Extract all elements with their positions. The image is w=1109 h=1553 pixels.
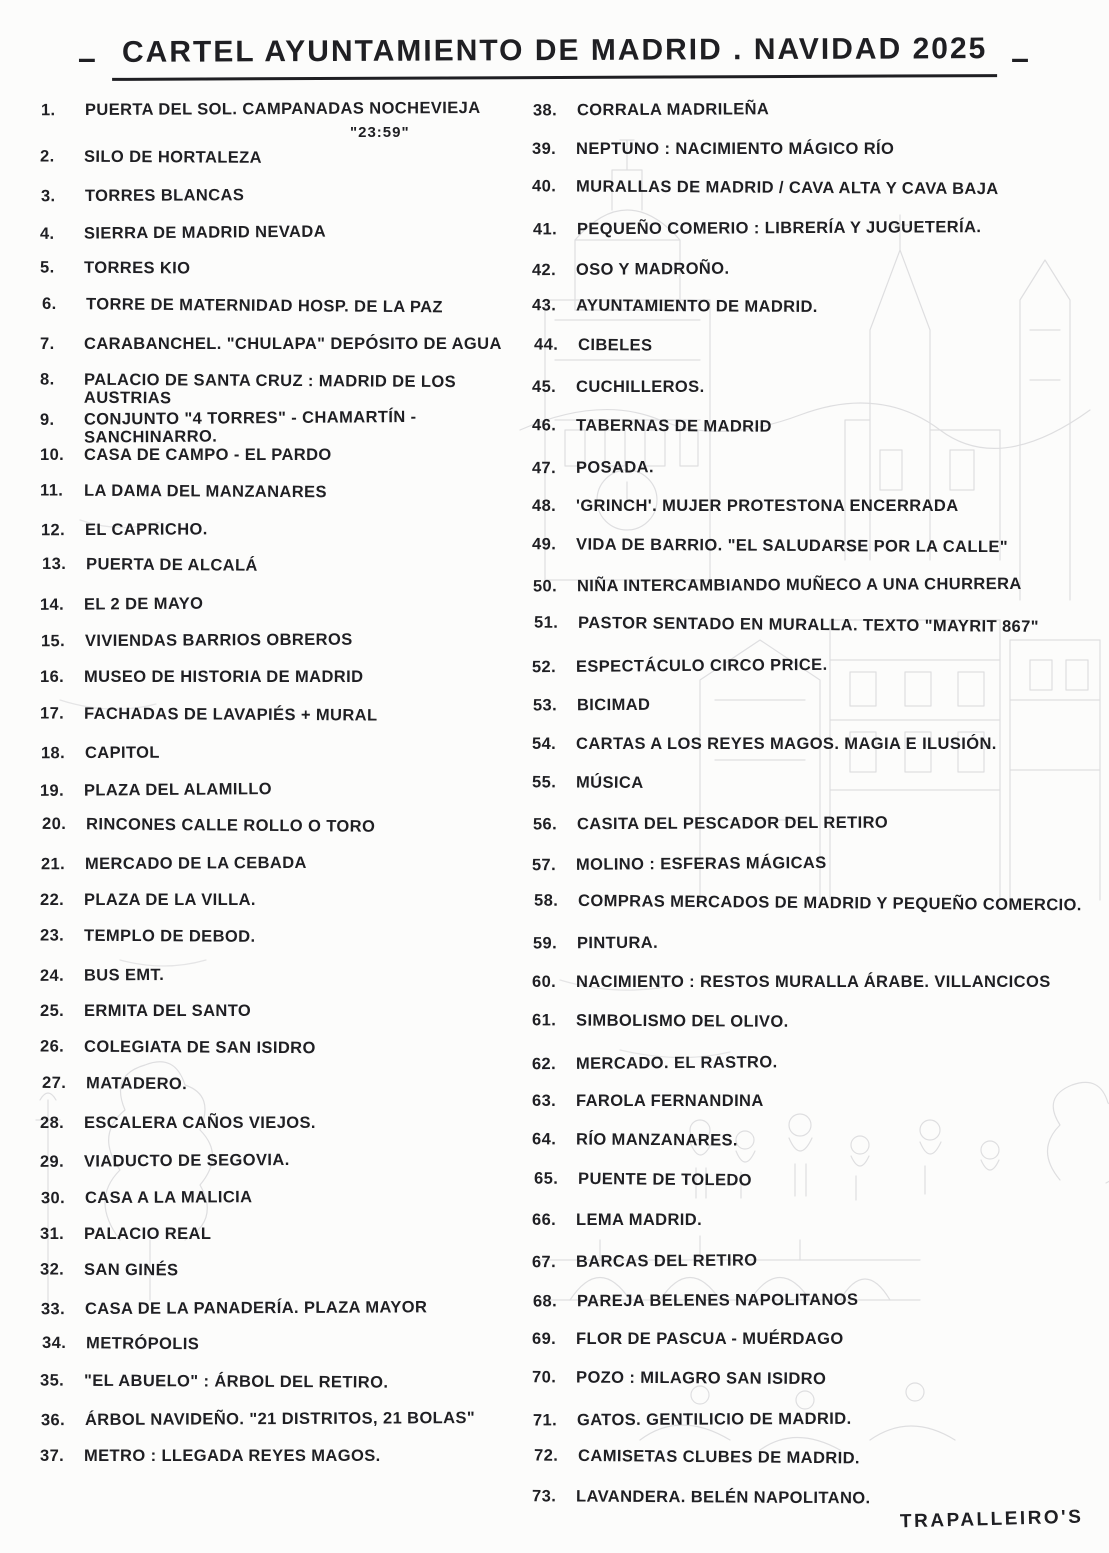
item-number: 54. <box>532 735 557 753</box>
item-number: 15. <box>40 632 66 651</box>
list-item <box>533 694 1098 737</box>
item-number: 67. <box>531 1252 557 1272</box>
list-item <box>532 773 1097 816</box>
list-item <box>40 407 532 448</box>
item-number: 47. <box>531 459 557 478</box>
item-text: PALACIO DE SANTA CRUZ : MADRID DE LOS AUSTRIAS <box>83 370 457 408</box>
item-text: VIADUCTO DE SEGOVIA. <box>83 1150 290 1171</box>
item-number: 29. <box>39 1152 65 1171</box>
item-number: 22. <box>40 890 65 909</box>
item-text: SIERRA DE MADRID NEVADA <box>83 222 327 243</box>
item-text: OSO Y MADROÑO. <box>575 259 730 279</box>
item-text: MÚSICA <box>576 773 644 792</box>
title-text: CARTEL AYUNTAMIENTO DE MADRID . NAVIDAD 2025 <box>112 32 998 81</box>
item-text: CARABANCHEL. "CHULAPA" DEPÓSITO DE AGUA <box>84 334 502 353</box>
item-text: ÁRBOL NAVIDEÑO. "21 DISTRITOS, 21 BOLAS" <box>84 1409 476 1430</box>
item-text: PASTOR SENTADO EN MURALLA. TEXTO "MAYRIT 867" <box>578 613 1040 636</box>
item-text: PEQUEÑO COMERIO : LIBRERÍA Y JUGUETERÍA. <box>576 218 982 239</box>
item-number: 10. <box>40 445 65 464</box>
item-number: 31. <box>40 1224 65 1243</box>
item-number: 66. <box>532 1211 557 1230</box>
item-number: 23. <box>40 926 65 945</box>
list-item <box>40 446 532 483</box>
item-text: MOLINO : ESFERAS MÁGICAS <box>575 853 827 874</box>
item-number: 57. <box>531 856 557 875</box>
item-text: BUS EMT. <box>83 966 165 985</box>
item-number: 24. <box>39 966 65 986</box>
list-item <box>534 891 1099 936</box>
list-item <box>40 335 532 372</box>
list-item <box>532 1368 1097 1411</box>
item-text: ERMITA DEL SANTO <box>84 1002 252 1021</box>
list-item <box>41 630 533 670</box>
item-number: 64. <box>532 1130 557 1149</box>
item-text: COLEGIATA DE SAN ISIDRO <box>84 1038 316 1058</box>
item-number: 70. <box>532 1368 557 1387</box>
item-text: RINCONES CALLE ROLLO O TORO <box>86 815 376 836</box>
list-item <box>40 370 532 410</box>
item-text: TORRE DE MATERNIDAD HOSP. DE LA PAZ <box>86 295 444 317</box>
item-text: PLAZA DEL ALAMILLO <box>83 779 273 800</box>
list-item <box>534 1447 1099 1492</box>
list-item <box>532 1092 1097 1132</box>
item-number: 8. <box>40 370 55 389</box>
item-number: 63. <box>532 1092 557 1111</box>
list-item <box>532 973 1097 1013</box>
page-title <box>0 34 1109 79</box>
item-text: SILO DE HORTALEZA <box>84 147 263 167</box>
title-left-dash: – <box>78 40 98 76</box>
item-text: FACHADAS DE LAVAPIÉS + MURAL <box>84 704 378 725</box>
list-item <box>533 218 1098 261</box>
item-number: 51. <box>534 613 559 632</box>
item-text: BARCAS DEL RETIRO <box>575 1251 758 1271</box>
list-item <box>40 704 532 744</box>
item-text: METRO : LLEGADA REYES MAGOS. <box>84 1447 381 1466</box>
list-item <box>532 1130 1097 1173</box>
item-text: PLAZA DE LA VILLA. <box>84 890 256 909</box>
list-item <box>40 1002 532 1039</box>
list-item <box>532 378 1097 418</box>
item-number: 14. <box>39 595 65 615</box>
item-text: LEMA MADRID. <box>576 1211 703 1230</box>
list-item <box>534 336 1099 381</box>
item-text: CASITA DEL PESCADOR DEL RETIRO <box>576 813 889 834</box>
item-text: BICIMAD <box>576 696 651 715</box>
item-text: TORRES BLANCAS <box>84 186 245 206</box>
item-text: CARTAS A LOS REYES MAGOS. MAGIA E ILUSIÓN. <box>576 735 997 753</box>
item-number: 53. <box>532 696 558 715</box>
list-item <box>40 778 532 819</box>
list-item <box>42 555 534 596</box>
item-number: 73. <box>532 1487 557 1506</box>
item-text: RÍO MANZANARES. <box>576 1130 738 1150</box>
item-text: VIDA DE BARRIO. "EL SALUDARSE POR LA CALLE" <box>576 535 1009 556</box>
list-item <box>41 519 533 559</box>
list-item <box>40 1225 532 1262</box>
list-item <box>40 1038 532 1078</box>
list-item <box>40 927 532 967</box>
item-note: "23:59" <box>350 124 410 142</box>
item-text: VIVIENDAS BARRIOS OBREROS <box>84 630 353 651</box>
item-number: 28. <box>40 1113 65 1132</box>
item-list-right <box>532 100 1097 1553</box>
item-list-left <box>40 100 532 1553</box>
item-number: 32. <box>40 1260 65 1279</box>
item-number: 44. <box>534 335 559 354</box>
item-text: TABERNAS DE MADRID <box>576 416 772 436</box>
item-text: EL 2 DE MAYO <box>83 594 204 614</box>
item-text: CAMISETAS CLUBES DE MADRID. <box>578 1447 861 1468</box>
item-text: PUENTE DE TOLEDO <box>578 1169 753 1190</box>
item-number: 49. <box>532 534 557 553</box>
item-number: 72. <box>534 1446 559 1466</box>
list-item <box>40 481 532 521</box>
item-text: CASA DE LA PANADERÍA. PLAZA MAYOR <box>84 1298 428 1319</box>
item-number: 16. <box>40 668 65 687</box>
item-text: CASA DE CAMPO - EL PARDO <box>84 445 332 464</box>
item-text: AYUNTAMIENTO DE MADRID. <box>576 296 818 317</box>
list-item <box>41 853 533 893</box>
list-item <box>533 575 1098 618</box>
item-number: 60. <box>532 973 557 992</box>
list-item <box>40 1260 532 1300</box>
list-item <box>532 297 1097 340</box>
item-number: 2. <box>40 147 55 166</box>
list-item <box>40 148 532 188</box>
item-number: 38. <box>532 101 558 120</box>
list-item <box>40 259 532 299</box>
list-item <box>532 1330 1097 1370</box>
item-number: 35. <box>40 1371 65 1390</box>
item-text: MERCADO. EL RASTRO. <box>575 1052 778 1073</box>
item-text: FLOR DE PASCUA - MUÉRDAGO <box>576 1330 844 1349</box>
list-item <box>532 178 1097 221</box>
list-item <box>41 185 533 225</box>
item-number: 5. <box>40 258 55 277</box>
item-number: 20. <box>42 814 67 833</box>
item-number: 41. <box>532 220 558 239</box>
item-number: 58. <box>534 891 559 910</box>
item-number: 61. <box>532 1011 557 1030</box>
item-text: MURALLAS DE MADRID / CAVA ALTA Y CAVA BAJA <box>576 177 999 199</box>
list-item <box>40 592 532 633</box>
item-number: 56. <box>532 815 558 834</box>
item-number: 37. <box>40 1447 65 1466</box>
list-item <box>532 852 1097 896</box>
item-number: 7. <box>40 334 55 353</box>
list-item <box>533 99 1098 142</box>
item-text: TEMPLO DE DEBOD. <box>84 926 256 946</box>
list-item <box>42 295 534 336</box>
item-number: 42. <box>531 260 557 279</box>
title-right-dash: – <box>1011 40 1031 76</box>
list-item <box>534 613 1099 658</box>
item-text: 'GRINCH'. MUJER PROTESTONA ENCERRADA <box>576 496 959 515</box>
item-number: 17. <box>40 703 65 723</box>
item-number: 27. <box>42 1074 67 1093</box>
item-text: CONJUNTO "4 TORRES" - CHAMARTÍN - SANCHINARRO. <box>83 407 417 447</box>
list-item <box>532 535 1097 578</box>
item-number: 36. <box>40 1411 66 1430</box>
list-item <box>42 1074 534 1115</box>
list-item <box>532 416 1097 459</box>
item-number: 50. <box>532 577 558 596</box>
item-text: POZO : MILAGRO SAN ISIDRO <box>576 1368 827 1389</box>
list-item <box>41 741 533 781</box>
list-item <box>41 1409 533 1449</box>
item-text: POSADA. <box>575 458 654 478</box>
item-number: 33. <box>40 1300 66 1319</box>
item-number: 12. <box>40 521 66 540</box>
item-text: FAROLA FERNANDINA <box>576 1092 764 1111</box>
item-number: 46. <box>532 415 557 434</box>
list-item <box>532 140 1097 180</box>
item-text: CAPITOL <box>84 743 160 762</box>
list-item <box>532 1249 1097 1293</box>
item-number: 39. <box>532 139 557 158</box>
item-number: 40. <box>532 177 557 196</box>
list-item <box>533 813 1098 856</box>
item-text: SAN GINÉS <box>84 1260 179 1280</box>
item-number: 59. <box>532 934 558 953</box>
item-text: PINTURA. <box>576 934 659 953</box>
list-item <box>532 497 1097 537</box>
item-number: 18. <box>40 743 66 762</box>
list-item <box>40 1447 532 1484</box>
item-number: 3. <box>40 187 56 206</box>
list-item <box>42 815 534 856</box>
list-item <box>533 1408 1098 1451</box>
item-text: PALACIO REAL <box>84 1224 212 1243</box>
item-text: COMPRAS MERCADOS DE MADRID Y PEQUEÑO COMERCIO. <box>578 891 1082 915</box>
item-text: LAVANDERA. BELÉN NAPOLITANO. <box>576 1487 871 1508</box>
item-text: PUERTA DE ALCALÁ <box>86 555 258 575</box>
item-text: CORRALA MADRILEÑA <box>576 100 770 120</box>
item-number: 48. <box>532 496 557 515</box>
list-item <box>532 1050 1097 1094</box>
item-text: NACIMIENTO : RESTOS MURALLA ÁRABE. VILLANCICOS <box>576 973 1051 992</box>
list-item <box>40 963 532 1004</box>
item-text: ESPECTÁCULO CIRCO PRICE. <box>575 655 828 676</box>
item-text: CIBELES <box>578 336 653 355</box>
list-item <box>41 99 533 139</box>
item-number: 21. <box>40 855 66 874</box>
list-item <box>532 455 1097 499</box>
item-number: 19. <box>39 781 65 800</box>
list-item <box>41 1186 533 1226</box>
item-text: MERCADO DE LA CEBADA <box>84 853 307 873</box>
list-item <box>41 1298 533 1338</box>
item-text: "EL ABUELO" : ÁRBOL DEL RETIRO. <box>84 1371 389 1392</box>
item-number: 34. <box>42 1333 67 1353</box>
item-text: ESCALERA CAÑOS VIEJOS. <box>84 1113 316 1132</box>
item-text: SIMBOLISMO DEL OLIVO. <box>576 1011 789 1031</box>
item-number: 30. <box>40 1188 66 1208</box>
item-number: 9. <box>39 410 55 429</box>
item-number: 69. <box>532 1330 557 1349</box>
item-text: NIÑA INTERCAMBIANDO MUÑECO A UNA CHURRERA <box>576 575 1022 596</box>
item-number: 55. <box>532 772 557 792</box>
item-text: METRÓPOLIS <box>86 1334 200 1354</box>
item-text: CASA A LA MALICIA <box>84 1187 253 1207</box>
list-item <box>40 1149 532 1190</box>
list-item <box>40 1114 532 1151</box>
item-number: 6. <box>42 295 57 314</box>
item-number: 52. <box>531 657 557 676</box>
item-text: LA DAMA DEL MANZANARES <box>84 481 327 502</box>
item-number: 43. <box>532 296 557 315</box>
list-item <box>40 1372 532 1412</box>
list-item <box>532 1011 1097 1054</box>
list-item <box>40 668 532 705</box>
item-text: EL CAPRICHO. <box>84 520 208 540</box>
item-number: 4. <box>39 225 55 244</box>
list-item <box>40 221 532 262</box>
item-text: PUERTA DEL SOL. CAMPANADAS NOCHEVIEJA <box>84 98 481 120</box>
list-columns <box>40 100 1097 1553</box>
item-number: 1. <box>40 101 56 120</box>
item-text: GATOS. GENTILICIO DE MADRID. <box>576 1409 852 1429</box>
item-number: 26. <box>40 1037 65 1056</box>
item-text: PAREJA BELENES NAPOLITANOS <box>576 1290 859 1310</box>
item-number: 65. <box>534 1169 559 1188</box>
item-number: 45. <box>532 377 557 396</box>
list-item <box>40 891 532 928</box>
list-item <box>533 932 1098 975</box>
list-item <box>532 653 1097 697</box>
list-item <box>534 1169 1099 1214</box>
item-number: 68. <box>532 1291 558 1311</box>
item-number: 62. <box>531 1054 557 1073</box>
item-text: MATADERO. <box>86 1074 188 1094</box>
list-item <box>532 1211 1097 1251</box>
item-text: TORRES KIO <box>84 259 191 278</box>
item-text: MUSEO DE HISTORIA DE MADRID <box>84 668 364 687</box>
artist-signature: TRAPALLEIRO'S <box>899 1506 1084 1533</box>
item-text: NEPTUNO : NACIMIENTO MÁGICO RÍO <box>576 139 895 158</box>
list-item <box>533 1289 1098 1332</box>
list-item <box>42 1334 534 1375</box>
list-item <box>532 735 1097 775</box>
item-text: CUCHILLEROS. <box>576 377 705 396</box>
item-number: 71. <box>532 1411 558 1430</box>
item-number: 11. <box>40 481 64 500</box>
list-item <box>532 257 1097 301</box>
item-number: 13. <box>42 554 67 574</box>
item-number: 25. <box>40 1002 65 1021</box>
